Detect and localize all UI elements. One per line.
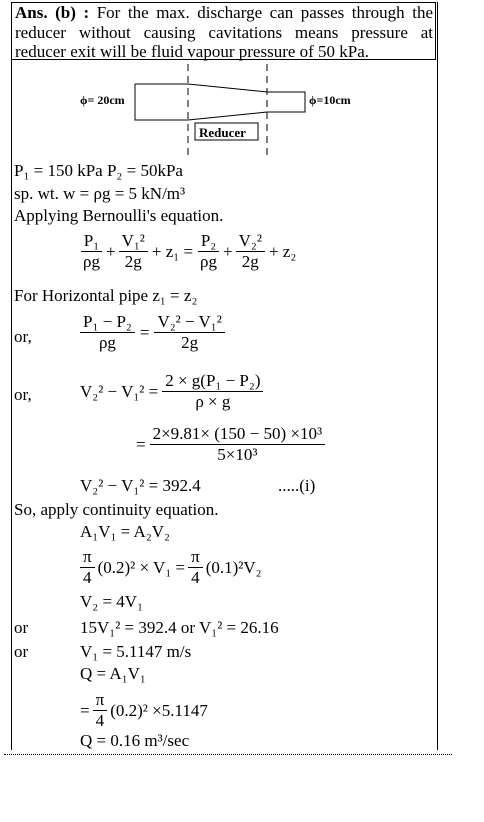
plus-sign: +: [223, 241, 233, 261]
reducer-label: Reducer: [199, 125, 246, 140]
area-term-2: (0.1)²V₂: [205, 557, 262, 577]
frac-den: ρg: [200, 252, 218, 271]
frac-num: 2×9.81× (150 − 50) ×10³: [150, 424, 326, 445]
continuity-intro: So, apply continuity equation.: [14, 500, 219, 519]
or-label-3: or: [14, 618, 29, 637]
specific-weight-line: sp. wt. w = ρg = 5 kN/m³: [14, 184, 186, 203]
frac-den: 2g: [181, 333, 199, 352]
velocity-result: V₂² − V₁² = 392.4: [80, 476, 201, 495]
quadratic-solve: 15V₁² = 392.4 or V₁² = 26.16: [80, 618, 279, 637]
v2-relation: V₂ = 4V₁: [80, 592, 143, 611]
frac-num: V₂²: [236, 231, 265, 252]
continuity-equation: A₁V₁ = A₂V₂: [80, 522, 170, 541]
frac-num: V₁²: [119, 231, 148, 252]
reducer-bottom-taper: [188, 112, 267, 120]
area-term-1: (0.2)² × V₁ =: [97, 557, 186, 577]
reducer-diagram: [0, 60, 440, 165]
pipe-inlet: [135, 84, 188, 120]
discharge-substitution: [80, 690, 208, 731]
frac-den: ρg: [83, 252, 100, 271]
equals-sign: =: [136, 434, 146, 454]
or-label-2: or,: [14, 385, 32, 404]
or-label-4: or: [14, 642, 29, 661]
frac-den: 2g: [241, 252, 259, 271]
frac-num: P₁: [81, 231, 102, 252]
reducer-top-taper: [188, 84, 267, 92]
area-substitution: [80, 547, 262, 588]
dotted-divider: [4, 754, 452, 755]
pressure-velocity-equation: [80, 312, 225, 353]
horizontal-pipe-line: For Horizontal pipe z₁ = z₂: [14, 286, 198, 305]
equals-sign: =: [139, 322, 150, 342]
discharge-definition: Q = A₁V₁: [80, 664, 146, 683]
frac-den: 4: [95, 711, 105, 730]
bernoulli-equation: [80, 231, 296, 272]
frac-num: 2 × g(P₁ − P₂): [162, 371, 263, 392]
intro-paragraph: [15, 3, 433, 62]
discharge-expression: (0.2)² ×5.1147: [110, 700, 208, 720]
inlet-diameter-label: ϕ= 20cm: [80, 93, 125, 107]
z2-term: + z₂: [268, 241, 297, 261]
frac-num: π: [80, 547, 95, 568]
equation-tag: .....(i): [278, 476, 316, 495]
frac-num: V₂² − V₁²: [154, 312, 224, 333]
frac-den: 5×10³: [217, 445, 258, 464]
bernoulli-intro: Applying Bernoulli's equation.: [14, 206, 224, 225]
v1-result: V₁ = 5.1147 m/s: [80, 642, 192, 661]
outlet-diameter-label: ϕ=10cm: [309, 93, 351, 107]
pressures-line: P₁ = 150 kPa P₂ = 50kPa: [14, 161, 183, 180]
or-label-1: or,: [14, 327, 32, 346]
frac-num: P₁ − P₂: [80, 312, 135, 333]
frac-den: 4: [83, 568, 92, 587]
frac-den: 2g: [124, 252, 142, 271]
frac-num: π: [188, 547, 203, 568]
eq-lhs: V₂² − V₁² =: [80, 381, 159, 401]
discharge-result: Q = 0.16 m³/sec: [80, 731, 190, 750]
intro-text: For the max. discharge can passes through the reducer without causing cavitations means pressure at reducer exit will be fluid vapour pressure of 50 kPa.: [15, 3, 434, 61]
frac-den: ρ × g: [195, 392, 231, 411]
numeric-substitution: [136, 424, 325, 465]
answer-label: Ans. (b) :: [15, 3, 90, 22]
equals-sign: =: [80, 700, 90, 720]
pipe-outlet: [267, 92, 305, 112]
frac-den: 4: [191, 568, 200, 587]
frac-num: π: [93, 690, 108, 711]
frac-den: ρg: [98, 333, 116, 352]
frac-num: P₂: [198, 231, 219, 252]
plus-sign: +: [105, 241, 116, 261]
velocity-difference-equation: [80, 371, 263, 412]
z1-term: + z₁ =: [151, 241, 194, 261]
